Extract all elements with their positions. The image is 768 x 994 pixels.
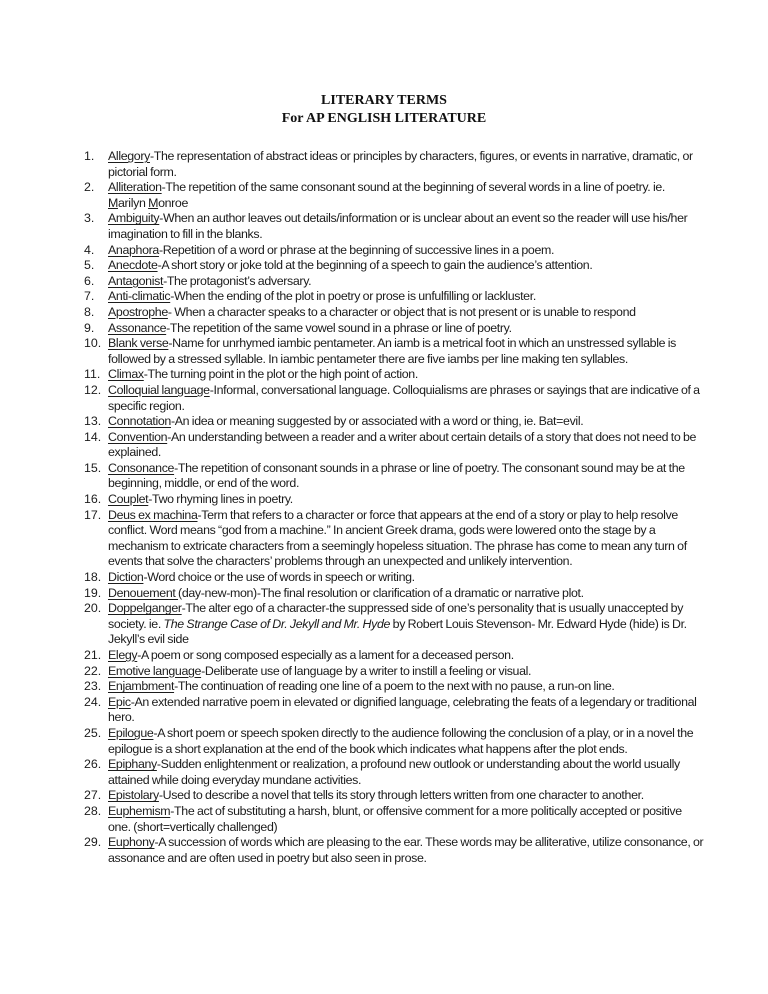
list-item xyxy=(84,258,704,274)
term-definition: -When an author leaves out details/information or is unclear about an event so the reader will use his/her imagination to fill in the blanks. xyxy=(108,211,688,241)
term-definition: -A succession of words which are pleasing to the ear. These words may be alliterative, utilize consonance, or assonance and are often used in poetry but also seen in prose. xyxy=(108,835,704,865)
term-definition: -A short story or joke told at the beginning of a speech to gain the audience’s attention. xyxy=(157,258,593,273)
term-definition: -A poem or song composed especially as a lament for a deceased person. xyxy=(137,648,514,662)
term-name: Euphony xyxy=(108,835,155,850)
term-definition: -An extended narrative poem in elevated or dignified language, celebrating the feats of a legendary or traditional hero. xyxy=(108,694,697,725)
list-item xyxy=(84,289,704,305)
term-definition: -Term that refers to a character or force that appears at the end of a story or play to help resolve conflict. Word means “god from a machine.” In ancient Greek drama, gods were lowered onto the stage by a mechanism to extricate characters from a seemingly hopeless situation. The phrase has come to mean any turn of events that solve the characters’ problems through an unexpected and unlikely intervention. xyxy=(108,507,687,569)
term-name: Anti-climatic xyxy=(108,289,171,304)
list-item xyxy=(84,570,704,586)
term-name: Convention xyxy=(108,429,168,444)
term-definition: -The repetition of consonant sounds in a phrase or line of poetry. The consonant sound may be at the beginning, middle, or end of the word. xyxy=(108,460,685,491)
list-item xyxy=(84,492,704,508)
item-number: 28. xyxy=(84,803,102,818)
term-name: Apostrophe xyxy=(108,304,168,319)
term-name: Alliteration xyxy=(108,180,162,195)
item-number: 1. xyxy=(84,149,95,163)
example-text: onroe xyxy=(158,195,189,210)
example-text: arilyn xyxy=(117,195,149,210)
list-item xyxy=(84,321,704,337)
item-number: 3. xyxy=(84,211,95,226)
term-name: Anaphora xyxy=(108,242,159,257)
term-definition: -Two rhyming lines in poetry. xyxy=(148,492,293,507)
term-definition: -The protagonist’s adversary. xyxy=(163,273,312,288)
list-item xyxy=(84,367,704,383)
list-item xyxy=(84,648,704,664)
list-item xyxy=(84,430,704,461)
list-item xyxy=(84,508,704,570)
terms-list xyxy=(84,149,704,866)
term-definition: -Used to describe a novel that tells its story through letters written from one character to another. xyxy=(158,788,644,803)
title-block xyxy=(0,92,768,128)
item-number: 15. xyxy=(84,460,102,475)
item-number: 26. xyxy=(84,757,102,772)
example-initial: M xyxy=(148,195,159,210)
list-item xyxy=(84,788,704,804)
term-name: Euphemism xyxy=(108,803,171,818)
list-item xyxy=(84,664,704,680)
example-initial: M xyxy=(108,195,118,210)
item-number: 2. xyxy=(84,180,95,195)
term-name: Colloquial language xyxy=(108,382,210,397)
item-number: 8. xyxy=(84,304,95,319)
list-item xyxy=(84,804,704,835)
item-number: 19. xyxy=(84,585,102,600)
list-item xyxy=(84,601,704,648)
list-item xyxy=(84,180,704,211)
list-item xyxy=(84,243,704,259)
list-item xyxy=(84,461,704,492)
term-name: Doppelganger xyxy=(108,601,182,616)
term-definition: -The repetition of the same consonant sound at the beginning of several words in a line of poetry. ie. xyxy=(161,180,666,195)
item-number: 25. xyxy=(84,725,102,740)
term-name: Enjambment xyxy=(108,679,175,694)
term-name: Blank verse xyxy=(108,336,169,351)
item-number: 27. xyxy=(84,788,102,803)
item-number: 20. xyxy=(84,601,102,616)
term-definition: -Name for unrhymed iambic pentameter. An iamb is a metrical foot in which an unstressed syllable is followed by a stressed syllable. In iambic pentameter there are five iambs per line making ten syllables. xyxy=(108,336,676,366)
term-definition: -The repetition of the same vowel sound in a phrase or line of poetry. xyxy=(166,320,512,335)
term-definition: -Word choice or the use of words in speech or writing. xyxy=(143,570,415,585)
term-definition: -An understanding between a reader and a writer about certain details of a story that does not need to be explained. xyxy=(108,429,697,460)
term-name: Allegory xyxy=(108,149,150,163)
term-definition: -Deliberate use of language by a writer to instill a feeling or visual. xyxy=(201,663,532,678)
term-definition: -An idea or meaning suggested by or associated with a word or thing, ie. Bat=evil. xyxy=(170,414,584,429)
term-definition: -Repetition of a word or phrase at the beginning of successive lines in a poem. xyxy=(158,242,555,257)
list-item xyxy=(84,679,704,695)
item-number: 17. xyxy=(84,507,102,522)
item-number: 11. xyxy=(84,367,101,382)
item-number: 9. xyxy=(84,320,95,335)
term-name: Anecdote xyxy=(108,258,158,273)
term-definition: (day-new-mon)-The final resolution or clarification of a dramatic or narrative plot. xyxy=(178,585,584,600)
term-definition: -Sudden enlightenment or realization, a profound new outlook or understanding about the world usually attained while doing everyday mundane activities. xyxy=(108,757,680,787)
item-number: 5. xyxy=(84,258,95,273)
list-item xyxy=(84,305,704,321)
list-item xyxy=(84,383,704,414)
item-number: 18. xyxy=(84,570,102,585)
list-item xyxy=(84,726,704,757)
term-definition: -The alter ego of a character-the suppressed side of one’s personality that is usually unaccepted by society. ie. xyxy=(108,601,684,631)
term-name: Epiphany xyxy=(108,757,157,772)
item-number: 14. xyxy=(84,429,102,444)
term-name: Denouement xyxy=(108,585,179,600)
list-item xyxy=(84,336,704,367)
term-name: Connotation xyxy=(108,414,171,429)
term-name: Emotive language xyxy=(108,663,202,678)
item-number: 21. xyxy=(84,648,102,662)
term-name: Epic xyxy=(108,694,131,709)
term-definition: -The representation of abstract ideas or principles by characters, figures, or events in narrative, dramatic, or pictorial form. xyxy=(108,149,693,179)
item-number: 24. xyxy=(84,694,102,709)
list-item xyxy=(84,835,704,866)
book-title: The Strange Case of Dr. Jekyll and Mr. Hyde xyxy=(163,616,391,631)
item-number: 6. xyxy=(84,273,95,288)
term-definition: -The turning point in the plot or the high point of action. xyxy=(143,367,418,382)
term-name: Deus ex machina xyxy=(108,507,198,522)
term-definition: -A short poem or speech spoken directly to the audience following the conclusion of a play, or in a novel the epilogue is a short explanation at the end of the book which indicates what happens after the plot ends. xyxy=(108,725,694,756)
list-item xyxy=(84,211,704,242)
term-definition: -The continuation of reading one line of a poem to the next with no pause, a run-on line. xyxy=(174,679,615,694)
term-name: Assonance xyxy=(108,320,167,335)
page-subtitle: For AP ENGLISH LITERATURE xyxy=(281,111,487,126)
term-name: Diction xyxy=(108,570,144,585)
term-name: Consonance xyxy=(108,460,175,475)
list-item xyxy=(84,274,704,290)
term-name: Couplet xyxy=(108,492,149,507)
term-name: Climax xyxy=(108,367,144,382)
item-number: 10. xyxy=(84,336,102,351)
item-number: 16. xyxy=(84,492,102,507)
item-number: 23. xyxy=(84,679,102,694)
term-definition: -When the ending of the plot in poetry or prose is unfulfilling or lackluster. xyxy=(170,289,536,304)
term-name: Antagonist xyxy=(108,273,164,288)
list-item xyxy=(84,414,704,430)
list-item xyxy=(84,695,704,726)
term-name: Ambiguity xyxy=(108,211,160,226)
term-definition: -The act of substituting a harsh, blunt, or offensive comment for a more politically accepted or positive one. (short=vertically challenged) xyxy=(108,803,682,834)
term-name: Elegy xyxy=(108,648,138,662)
item-number: 22. xyxy=(84,663,102,678)
term-name: Epistolary xyxy=(108,788,159,803)
list-item xyxy=(84,757,704,788)
item-number: 7. xyxy=(84,289,95,304)
item-number: 13. xyxy=(84,414,102,429)
term-definition: - When a character speaks to a character or object that is not present or is unable to respond xyxy=(167,304,636,319)
list-item xyxy=(84,149,704,180)
term-definition: -Informal, conversational language. Colloquialisms are phrases or sayings that are indicative of a specific region. xyxy=(108,382,700,413)
item-number: 29. xyxy=(84,835,102,850)
term-definition-tail: by Robert Louis Stevenson- Mr. Edward Hyde (hide) is Dr. Jekyll’s evil side xyxy=(108,616,687,647)
item-number: 4. xyxy=(84,242,95,257)
page-title: LITERARY TERMS xyxy=(321,93,447,108)
item-number: 12. xyxy=(84,382,102,397)
term-name: Epilogue xyxy=(108,725,154,740)
list-item xyxy=(84,586,704,602)
